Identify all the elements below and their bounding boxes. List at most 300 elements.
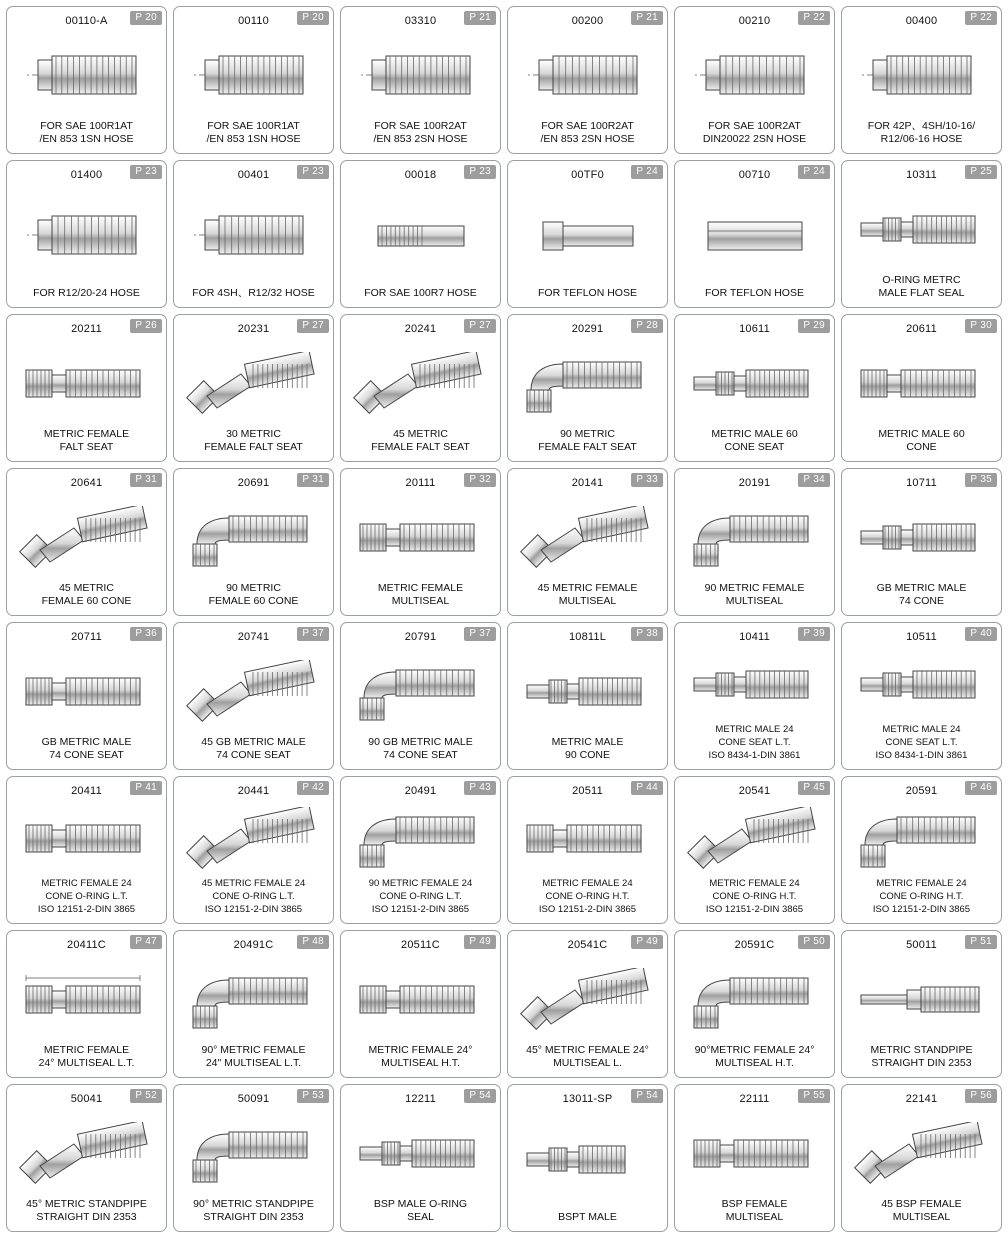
fitting-drawing — [508, 643, 667, 736]
fitting-drawing — [675, 951, 834, 1044]
item-code: 20511 — [572, 785, 603, 797]
catalog-item[interactable] — [6, 776, 167, 924]
fitting-drawing — [842, 335, 1001, 428]
item-description — [7, 1044, 166, 1077]
item-code: 20291 — [571, 323, 604, 335]
fitting-drawing — [508, 335, 667, 428]
description-line: MULTISEAL H.T. — [381, 1057, 460, 1069]
fitting-drawing — [508, 1105, 667, 1211]
catalog-grid — [6, 6, 1002, 1232]
item-code: 20231 — [237, 323, 270, 335]
description-line: 45 METRIC — [59, 582, 114, 594]
item-code: 00110 — [238, 15, 269, 27]
item-code: 20541C — [567, 939, 608, 951]
catalog-item[interactable] — [674, 160, 835, 308]
page-badge: P 27 — [464, 319, 496, 333]
item-code: 20491C — [233, 939, 274, 951]
description-line: FOR SAE 100R1AT — [40, 120, 133, 132]
catalog-item[interactable] — [674, 1084, 835, 1232]
description-line: STRAIGHT DIN 2353 — [36, 1211, 137, 1223]
page-badge: P 54 — [631, 1089, 663, 1103]
description-line: CONE O-RING L.T. — [379, 891, 462, 902]
description-line: MULTISEAL H.T. — [715, 1057, 794, 1069]
item-description — [675, 877, 834, 923]
item-description — [7, 428, 166, 461]
description-line: MULTISEAL — [892, 1211, 951, 1223]
description-line: METRIC STANDPIPE — [870, 1044, 973, 1056]
page-badge: P 24 — [631, 165, 663, 179]
item-code: 20411 — [71, 785, 102, 797]
description-line: FOR TEFLON HOSE — [538, 287, 637, 299]
page-badge: P 41 — [130, 781, 162, 795]
fitting-drawing — [842, 489, 1001, 582]
description-line: BSP MALE O-RING — [373, 1198, 468, 1210]
item-description — [174, 1198, 333, 1231]
fitting-drawing — [7, 489, 166, 582]
page-badge: P 48 — [297, 935, 329, 949]
description-line: 45 BSP FEMALE — [881, 1198, 962, 1210]
item-description — [508, 428, 667, 461]
item-description — [341, 428, 500, 461]
item-description — [174, 428, 333, 461]
item-code: 20491 — [404, 785, 437, 797]
description-line: METRIC FEMALE 24 — [542, 878, 633, 889]
page-badge: P 34 — [798, 473, 830, 487]
description-line: MULTISEAL — [725, 1211, 784, 1223]
fitting-drawing — [675, 335, 834, 428]
description-line: 74 CONE SEAT — [383, 749, 458, 761]
item-code: 20211 — [71, 323, 102, 335]
catalog-item[interactable] — [674, 314, 835, 462]
page-badge: P 23 — [130, 165, 162, 179]
catalog-item[interactable] — [507, 776, 668, 924]
item-code: 20111 — [405, 477, 436, 489]
item-code: 22111 — [739, 1093, 770, 1105]
description-line: FOR SAE 100R2AT — [374, 120, 467, 132]
item-code: 50091 — [237, 1093, 270, 1105]
page-badge: P 37 — [297, 627, 329, 641]
description-line: CONE — [906, 441, 937, 453]
fitting-drawing — [341, 489, 500, 582]
description-line: FOR 4SH、R12/32 HOSE — [192, 287, 315, 299]
description-line: MULTISEAL L. — [553, 1057, 622, 1069]
description-line: O-RING METRC — [882, 274, 961, 286]
item-description — [675, 1198, 834, 1231]
item-code: 12211 — [405, 1093, 436, 1105]
item-code: 10611 — [739, 323, 770, 335]
page-badge: P 44 — [631, 781, 663, 795]
catalog-item[interactable] — [841, 468, 1002, 616]
fitting-drawing — [341, 951, 500, 1044]
item-code: 00TF0 — [571, 169, 604, 181]
item-code: 03310 — [404, 15, 437, 27]
page-badge: P 49 — [631, 935, 663, 949]
fitting-drawing — [7, 181, 166, 287]
item-description — [842, 723, 1001, 769]
item-code: 20541 — [738, 785, 771, 797]
description-line: FOR SAE 100R7 HOSE — [364, 287, 477, 299]
page-badge: P 33 — [631, 473, 663, 487]
catalog-item[interactable] — [340, 930, 501, 1078]
description-line: ISO 12151-2-DIN 3865 — [872, 904, 971, 915]
page-badge: P 46 — [965, 781, 997, 795]
catalog-item[interactable] — [6, 468, 167, 616]
catalog-item[interactable] — [6, 622, 167, 770]
fitting-drawing — [7, 643, 166, 736]
catalog-item[interactable] — [674, 6, 835, 154]
item-code: 20711 — [71, 631, 102, 643]
catalog-item[interactable] — [173, 622, 334, 770]
description-line: MALE FLAT SEAL — [878, 287, 965, 299]
fitting-drawing — [675, 27, 834, 120]
fitting-drawing — [174, 643, 333, 736]
fitting-drawing — [7, 335, 166, 428]
description-line: /EN 853 1SN HOSE — [206, 133, 301, 145]
description-line: 90°METRIC FEMALE 24° — [694, 1044, 815, 1056]
catalog-item[interactable] — [6, 160, 167, 308]
description-line: METRIC MALE 24 — [715, 724, 794, 735]
description-line: MULTISEAL — [391, 595, 450, 607]
item-description — [675, 120, 834, 153]
fitting-drawing — [675, 797, 834, 877]
catalog-item[interactable] — [6, 314, 167, 462]
item-description — [7, 877, 166, 923]
catalog-item[interactable] — [507, 1084, 668, 1232]
page-badge: P 47 — [130, 935, 162, 949]
catalog-item[interactable] — [841, 160, 1002, 308]
item-description — [7, 736, 166, 769]
fitting-drawing — [174, 27, 333, 120]
item-code: 00210 — [738, 15, 771, 27]
description-line: CONE O-RING H.T. — [712, 891, 797, 902]
item-code: 10411 — [739, 631, 770, 643]
catalog-item[interactable] — [340, 468, 501, 616]
item-description — [341, 736, 500, 769]
item-description — [341, 120, 500, 153]
catalog-item[interactable] — [340, 6, 501, 154]
fitting-drawing — [341, 181, 500, 287]
item-description — [174, 120, 333, 153]
item-description — [842, 274, 1001, 307]
item-code: 00401 — [237, 169, 270, 181]
fitting-drawing — [508, 951, 667, 1044]
item-code: 01400 — [70, 169, 103, 181]
page-badge: P 37 — [464, 627, 496, 641]
page-badge: P 23 — [297, 165, 329, 179]
description-line: 24" MULTISEAL L.T. — [205, 1057, 302, 1069]
item-description — [174, 1044, 333, 1077]
catalog-item[interactable] — [173, 314, 334, 462]
description-line: FEMALE FALT SEAT — [371, 441, 470, 453]
item-code: 00018 — [404, 169, 437, 181]
description-line: SEAL — [407, 1211, 434, 1223]
item-code: 20191 — [738, 477, 771, 489]
page-badge: P 28 — [631, 319, 663, 333]
page-badge: P 21 — [464, 11, 496, 25]
item-description — [508, 582, 667, 615]
description-line: ISO 12151-2-DIN 3865 — [204, 904, 303, 915]
fitting-drawing — [842, 797, 1001, 877]
page-badge: P 24 — [798, 165, 830, 179]
description-line: STRAIGHT DIN 2353 — [871, 1057, 972, 1069]
description-line: 90° METRIC STANDPIPE — [193, 1198, 314, 1210]
description-line: METRIC FEMALE — [377, 582, 464, 594]
catalog-item[interactable] — [507, 314, 668, 462]
fitting-drawing — [7, 27, 166, 120]
item-description — [842, 582, 1001, 615]
catalog-item[interactable] — [674, 468, 835, 616]
description-line: 45 METRIC — [393, 428, 448, 440]
item-description — [842, 120, 1001, 153]
fitting-drawing — [341, 797, 500, 877]
description-line: MULTISEAL — [558, 595, 617, 607]
description-line: METRIC FEMALE 24 — [41, 878, 132, 889]
item-code: 10311 — [906, 169, 937, 181]
description-line: GB METRIC MALE — [41, 736, 132, 748]
item-code: 50041 — [70, 1093, 103, 1105]
item-code: 00710 — [738, 169, 771, 181]
description-line: FOR SAE 100R1AT — [207, 120, 300, 132]
description-line: CONE O-RING H.T. — [879, 891, 964, 902]
item-code: 20611 — [906, 323, 937, 335]
description-line: METRIC FEMALE — [43, 1044, 130, 1056]
fitting-drawing — [508, 181, 667, 287]
fitting-drawing — [174, 797, 333, 877]
item-description — [508, 120, 667, 153]
description-line: /EN 853 2SN HOSE — [540, 133, 635, 145]
item-code: 20441 — [237, 785, 270, 797]
catalog-item[interactable] — [173, 6, 334, 154]
description-line: ISO 12151-2-DIN 3865 — [371, 904, 470, 915]
description-line: 45 GB METRIC MALE — [201, 736, 306, 748]
catalog-item[interactable] — [841, 622, 1002, 770]
description-line: FEMALE FALT SEAT — [204, 441, 303, 453]
description-line: 90 METRIC FEMALE 24 — [368, 878, 473, 889]
item-description — [341, 582, 500, 615]
description-line: ISO 8434-1-DIN 3861 — [875, 750, 968, 761]
page-badge: P 50 — [798, 935, 830, 949]
page-badge: P 55 — [798, 1089, 830, 1103]
fitting-drawing — [174, 335, 333, 428]
item-description — [7, 120, 166, 153]
fitting-drawing — [508, 27, 667, 120]
fitting-drawing — [675, 1105, 834, 1198]
page-badge: P 23 — [464, 165, 496, 179]
fitting-drawing — [7, 951, 166, 1044]
item-code: 13011-SP — [562, 1093, 613, 1105]
description-line: 90 METRIC FEMALE — [704, 582, 805, 594]
fitting-drawing — [842, 27, 1001, 120]
catalog-item[interactable] — [674, 622, 835, 770]
catalog-item[interactable] — [173, 468, 334, 616]
description-line: CONE O-RING H.T. — [545, 891, 630, 902]
description-line: CONE O-RING L.T. — [212, 891, 295, 902]
page-badge: P 35 — [965, 473, 997, 487]
catalog-item[interactable] — [507, 468, 668, 616]
item-description — [341, 287, 500, 307]
fitting-drawing — [341, 27, 500, 120]
page-badge: P 31 — [130, 473, 162, 487]
item-description — [174, 287, 333, 307]
description-line: 90 METRIC — [560, 428, 615, 440]
description-line: METRIC MALE 60 — [711, 428, 798, 440]
item-description — [675, 723, 834, 769]
description-line: ISO 12151-2-DIN 3865 — [705, 904, 804, 915]
page-badge: P 49 — [464, 935, 496, 949]
item-code: 20691 — [237, 477, 270, 489]
description-line: 45 METRIC FEMALE — [537, 582, 638, 594]
fitting-drawing — [842, 951, 1001, 1044]
fitting-drawing — [7, 1105, 166, 1198]
description-line: BSPT MALE — [558, 1211, 617, 1223]
catalog-item[interactable] — [674, 776, 835, 924]
catalog-item[interactable] — [173, 1084, 334, 1232]
description-line: GB METRIC MALE — [876, 582, 967, 594]
item-code: 10711 — [906, 477, 937, 489]
catalog-item[interactable] — [173, 776, 334, 924]
page-badge: P 36 — [130, 627, 162, 641]
item-description — [842, 428, 1001, 461]
page-badge: P 54 — [464, 1089, 496, 1103]
item-code: 00110-A — [65, 15, 108, 27]
item-code: 00400 — [905, 15, 938, 27]
page-badge: P 30 — [965, 319, 997, 333]
description-line: STRAIGHT DIN 2353 — [203, 1211, 304, 1223]
description-line: FOR SAE 100R2AT — [708, 120, 801, 132]
description-line: 90° METRIC FEMALE — [201, 1044, 306, 1056]
page-badge: P 51 — [965, 935, 997, 949]
catalog-item[interactable] — [6, 6, 167, 154]
catalog-item[interactable] — [173, 160, 334, 308]
description-line: MULTISEAL — [725, 595, 784, 607]
catalog-item[interactable] — [6, 930, 167, 1078]
fitting-drawing — [842, 643, 1001, 723]
item-description — [7, 582, 166, 615]
catalog-item[interactable] — [841, 930, 1002, 1078]
item-description — [675, 582, 834, 615]
item-description — [842, 1044, 1001, 1077]
fitting-drawing — [341, 1105, 500, 1198]
catalog-item[interactable] — [173, 930, 334, 1078]
fitting-drawing — [675, 181, 834, 287]
description-line: METRIC FEMALE 24 — [709, 878, 800, 889]
item-code: 20591 — [905, 785, 938, 797]
description-line: METRIC FEMALE — [43, 428, 130, 440]
catalog-item[interactable] — [841, 6, 1002, 154]
catalog-item[interactable] — [507, 6, 668, 154]
catalog-item[interactable] — [841, 314, 1002, 462]
page-badge: P 22 — [965, 11, 997, 25]
item-description — [341, 1044, 500, 1077]
catalog-item[interactable] — [507, 930, 668, 1078]
fitting-drawing — [508, 489, 667, 582]
description-line: 90 GB METRIC MALE — [368, 736, 473, 748]
item-code: 20741 — [237, 631, 270, 643]
item-description — [675, 287, 834, 307]
page-badge: P 32 — [464, 473, 496, 487]
description-line: CONE O-RING L.T. — [45, 891, 128, 902]
fitting-drawing — [174, 951, 333, 1044]
page-badge: P 38 — [631, 627, 663, 641]
description-line: CONE SEAT L.T. — [718, 737, 791, 748]
description-line: ISO 8434-1-DIN 3861 — [708, 750, 801, 761]
item-description — [842, 1198, 1001, 1231]
description-line: 74 CONE SEAT — [216, 749, 291, 761]
page-badge: P 43 — [464, 781, 496, 795]
page-badge: P 29 — [798, 319, 830, 333]
description-line: ISO 12151-2-DIN 3865 — [538, 904, 637, 915]
catalog-item[interactable] — [340, 622, 501, 770]
catalog-item[interactable] — [340, 776, 501, 924]
description-line: 74 CONE SEAT — [49, 749, 124, 761]
page-badge: P 21 — [631, 11, 663, 25]
catalog-item[interactable] — [507, 622, 668, 770]
description-line: 45° METRIC STANDPIPE — [26, 1198, 147, 1210]
item-code: 20511C — [401, 939, 440, 951]
page-badge: P 22 — [798, 11, 830, 25]
description-line: CONE SEAT — [724, 441, 785, 453]
catalog-item[interactable] — [340, 1084, 501, 1232]
catalog-item[interactable] — [674, 930, 835, 1078]
description-line: METRIC MALE 24 — [882, 724, 961, 735]
description-line: /EN 853 2SN HOSE — [373, 133, 468, 145]
page-badge: P 45 — [798, 781, 830, 795]
page-badge: P 42 — [297, 781, 329, 795]
fitting-drawing — [508, 797, 667, 877]
page-badge: P 31 — [297, 473, 329, 487]
item-description — [508, 1044, 667, 1077]
fitting-drawing — [174, 1105, 333, 1198]
catalog-item[interactable] — [841, 776, 1002, 924]
description-line: FEMALE 60 CONE — [208, 595, 299, 607]
item-description — [842, 877, 1001, 923]
item-code: 22141 — [905, 1093, 938, 1105]
page-badge: P 25 — [965, 165, 997, 179]
description-line: 45 METRIC FEMALE 24 — [201, 878, 306, 889]
item-description — [675, 1044, 834, 1077]
catalog-item[interactable] — [340, 160, 501, 308]
page-badge: P 20 — [297, 11, 329, 25]
catalog-item[interactable] — [841, 1084, 1002, 1232]
item-description — [174, 582, 333, 615]
fitting-drawing — [842, 181, 1001, 274]
page-badge: P 20 — [130, 11, 162, 25]
page-badge: P 53 — [297, 1089, 329, 1103]
description-line: FEMALE 60 CONE — [41, 595, 132, 607]
catalog-item[interactable] — [507, 160, 668, 308]
catalog-item[interactable] — [6, 1084, 167, 1232]
item-description — [174, 877, 333, 923]
item-description — [508, 287, 667, 307]
fitting-drawing — [174, 181, 333, 287]
fitting-drawing — [341, 335, 500, 428]
description-line: FEMALE FALT SEAT — [538, 441, 637, 453]
item-description — [174, 736, 333, 769]
description-line: 45° METRIC FEMALE 24° — [526, 1044, 649, 1056]
catalog-item[interactable] — [340, 314, 501, 462]
description-line: /EN 853 1SN HOSE — [39, 133, 134, 145]
item-code: 20791 — [404, 631, 437, 643]
page-badge: P 52 — [130, 1089, 162, 1103]
item-description — [341, 877, 500, 923]
item-code: 20141 — [571, 477, 604, 489]
description-line: METRIC MALE 60 — [878, 428, 965, 440]
description-line: 90 CONE — [565, 749, 610, 761]
item-description — [508, 1211, 667, 1231]
description-line: FALT SEAT — [59, 441, 114, 453]
page-badge: P 39 — [798, 627, 830, 641]
page-badge: P 26 — [130, 319, 162, 333]
